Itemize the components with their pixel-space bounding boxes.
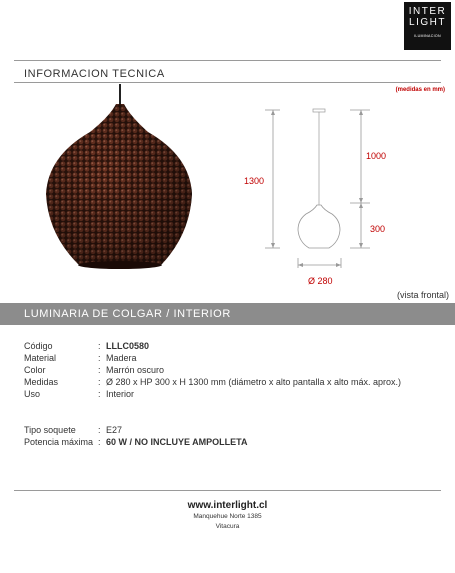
category-bar xyxy=(0,303,455,325)
units-note: (medidas en mm) xyxy=(395,87,445,93)
spec-value: Ø 280 x HP 300 x H 1300 mm (diámetro x alto pantalla x alto máx. aprox.) xyxy=(106,377,401,387)
spec-value: Madera xyxy=(106,353,137,363)
footer-divider xyxy=(14,490,441,491)
spec-label: Código xyxy=(24,341,53,351)
spec-value: E27 xyxy=(106,425,123,435)
section-title: INFORMACION TECNICA xyxy=(24,68,165,80)
dim-shade-height: 300 xyxy=(370,224,386,234)
spec-value: 60 W / NO INCLUYE AMPOLLETA xyxy=(106,437,248,447)
spec-value: LLLC0580 xyxy=(106,341,150,351)
spec-label: Material xyxy=(24,353,57,363)
section-divider xyxy=(14,82,441,83)
spec-colon: : xyxy=(98,365,101,375)
logo-line-2: LIGHT xyxy=(409,17,446,28)
city: Vitacura xyxy=(215,523,240,530)
brand-logo xyxy=(404,2,451,50)
dim-diameter: Ø 280 xyxy=(308,276,333,286)
product-photo xyxy=(30,84,198,274)
logo-line-1: INTER xyxy=(408,6,447,17)
dimension-diagram xyxy=(240,100,420,290)
spec-colon: : xyxy=(98,377,101,387)
address: Manquehue Norte 1385 xyxy=(193,513,262,520)
spec-colon: : xyxy=(98,353,101,363)
spec-label: Medidas xyxy=(24,377,59,387)
spec-value: Interior xyxy=(106,389,135,399)
dim-cable: 1000 xyxy=(366,151,387,161)
spec-label: Tipo soquete xyxy=(24,425,76,435)
logo-line-3: ILUMINACION xyxy=(414,34,441,38)
spec-colon: : xyxy=(98,341,101,351)
spec-colon: : xyxy=(98,389,101,399)
spec-value: Marrón oscuro xyxy=(106,365,165,375)
spec-label: Color xyxy=(24,365,46,375)
view-note: (vista frontal) xyxy=(396,290,449,300)
category-label: LUMINARIA DE COLGAR / INTERIOR xyxy=(24,308,231,320)
spec-label: Uso xyxy=(24,389,41,399)
spec-colon: : xyxy=(98,425,101,435)
top-divider xyxy=(14,60,441,61)
website-link[interactable]: www.interlight.cl xyxy=(187,500,268,511)
spec-colon: : xyxy=(98,437,101,447)
dim-total-height: 1300 xyxy=(244,176,265,186)
spec-label: Potencia máxima xyxy=(24,437,94,447)
